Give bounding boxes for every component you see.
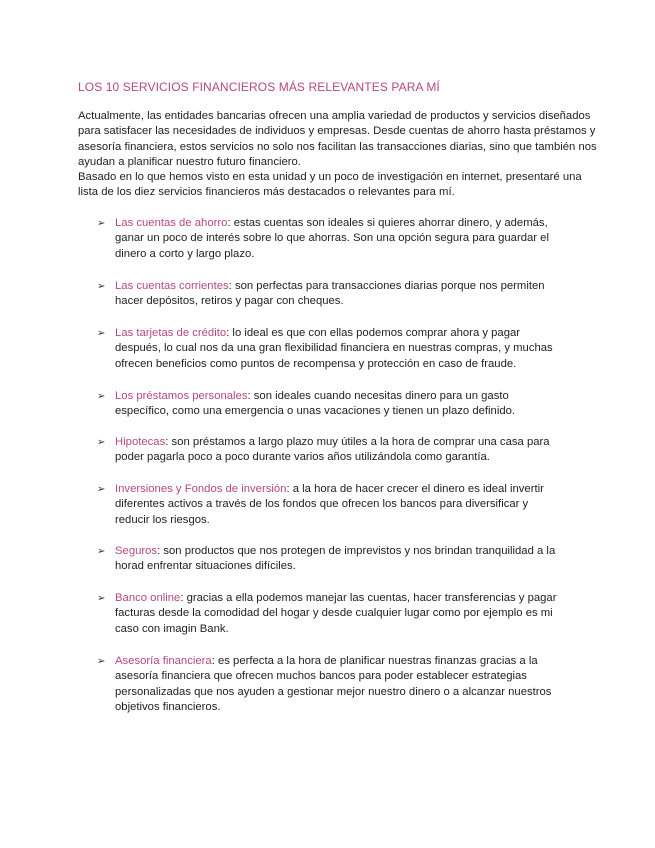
list-item-body (115, 216, 561, 262)
intro-paragraph: Actualmente, las entidades bancarias ofrecen una amplia variedad de productos y servicios diseñados para satisfacer las necesidades de individuos y empresas. Desde cuentas de ahorro hasta préstamos y asesoría financiera, estos servicios no solo nos facilitan las transacciones diarias, sino que también nos ayudan a planificar nuestro futuro financiero. (78, 110, 597, 168)
service-description: : son préstamos a largo plazo muy útiles a la hora de comprar una casa para poder pagarla poco a poco durante varios años utilizándola como garantía. (115, 436, 550, 464)
service-description: : a la hora de hacer crecer el dinero es ideal invertir diferentes activos a través de los fondos que ofrecen los bancos para diversificar y reducir los riesgos. (115, 483, 544, 526)
arrowhead-bullet-icon: ➢ (97, 484, 106, 495)
arrowhead-bullet-icon: ➢ (97, 281, 106, 292)
service-term: Hipotecas (115, 436, 166, 448)
list-item-body (115, 544, 561, 575)
list-item-body (115, 654, 561, 716)
arrowhead-bullet-icon: ➢ (97, 328, 106, 339)
list-item-body (115, 435, 561, 466)
arrowhead-bullet-icon: ➢ (97, 656, 106, 667)
list-item-body (115, 279, 561, 310)
service-description: : son perfectas para transacciones diarias porque nos permiten hacer depósitos, retiros y pagar con cheques. (115, 280, 545, 308)
service-description: : gracias a ella podemos manejar las cuentas, hacer transferencias y pagar facturas desde la comodidad del hogar y desde cualquier lugar como por ejemplo es mi caso con imagin Bank. (115, 592, 557, 635)
arrowhead-bullet-icon: ➢ (97, 546, 106, 557)
service-term: Banco online (115, 592, 181, 604)
document-title: LOS 10 SERVICIOS FINANCIEROS MÁS RELEVANTES PARA MÍ (78, 80, 440, 94)
arrowhead-bullet-icon: ➢ (97, 593, 106, 604)
list-item-body (115, 326, 561, 372)
service-term: Las tarjetas de crédito (115, 327, 227, 339)
list-item-body (115, 482, 561, 528)
intro-paragraph: Basado en lo que hemos visto en esta unidad y un poco de investigación en internet, presentaré una lista de los diez servicios financieros más destacados o relevantes para mí. (78, 171, 582, 199)
service-description: : son ideales cuando necesitas dinero para un gasto específico, como una emergencia o unas vacaciones y tienen un plazo definido. (115, 390, 516, 418)
service-description: : es perfecta a la hora de planificar nuestras finanzas gracias a la asesoría financiera que ofrecen muchos bancos para poder establecer estrategias personalizadas que nos ayuden a gestionar mejor nuestro dinero o a alcanzar nuestros objetivos financieros. (115, 655, 552, 714)
arrowhead-bullet-icon: ➢ (97, 218, 106, 229)
arrowhead-bullet-icon: ➢ (97, 391, 106, 402)
list-item-body (115, 389, 561, 420)
service-description: : son productos que nos protegen de imprevistos y nos brindan tranquilidad a la horad enfrentar situaciones difíciles. (115, 545, 556, 573)
service-term: Inversiones y Fondos de inversión (115, 483, 287, 495)
service-term: Asesoría financiera (115, 655, 212, 667)
service-term: Seguros (115, 545, 158, 557)
service-description: : lo ideal es que con ellas podemos comprar ahora y pagar después, lo cual nos da una gran flexibilidad financiera en nuestras compras, y muchas ofrecen beneficios como puntos de recompensa y protección en caso de fraude. (115, 327, 553, 370)
service-description: : estas cuentas son ideales si quieres ahorrar dinero, y además, ganar un poco de interés sobre lo que ahorras. Son una opción segura para guardar el dinero a corto y largo plazo. (115, 217, 549, 260)
list-item-body (115, 591, 561, 637)
service-term: Las cuentas corrientes (115, 280, 229, 292)
service-term: Los préstamos personales (115, 390, 248, 402)
service-term: Las cuentas de ahorro (115, 217, 228, 229)
arrowhead-bullet-icon: ➢ (97, 437, 106, 448)
